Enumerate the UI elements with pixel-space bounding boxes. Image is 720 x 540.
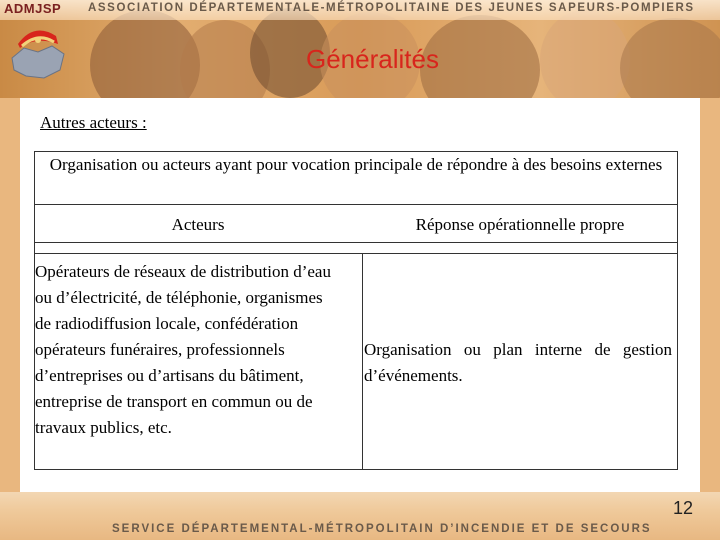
brand-name: ADMJSP <box>4 1 62 16</box>
association-name: ASSOCIATION DÉPARTEMENTALE-MÉTROPOLITAINE DES JEUNES SAPEURS-POMPIERS <box>88 2 695 14</box>
section-subtitle: Autres acteurs : <box>40 113 147 132</box>
column-header-response: Réponse opérationnelle propre <box>415 215 625 234</box>
column-header-actors: Acteurs <box>171 215 225 234</box>
logo-icon <box>4 18 74 88</box>
actors-description: Opérateurs de réseaux de distribution d’eau ou d’électricité, de téléphonie, organismes de radiodiffusion locale, confédération opérateurs funéraires, professionnels d’entreprises ou d’artisans du bâtiment, entreprise de transport en commun ou de travaux publics, etc. <box>35 262 331 437</box>
service-name: SERVICE DÉPARTEMENTAL-MÉTROPOLITAIN D’INCENDIE ET DE SECOURS <box>112 523 652 535</box>
page-title: Généralités <box>306 44 439 74</box>
page-number: 12 <box>673 498 694 518</box>
table-caption: Organisation ou acteurs ayant pour vocation principale de répondre à des besoins externes <box>49 155 663 174</box>
response-description: Organisation ou plan interne de gestion d’événements. <box>364 340 672 385</box>
